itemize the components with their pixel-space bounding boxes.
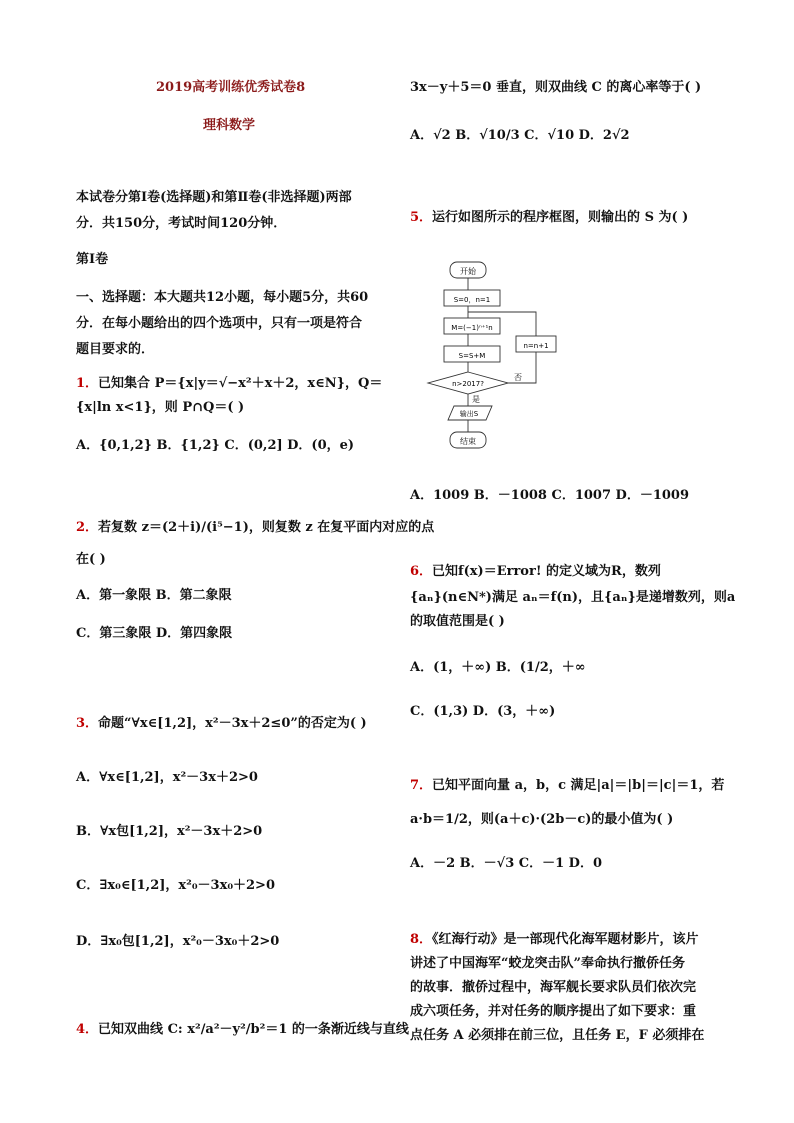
- question-8-line-2: 讲述了中国海军“蛟龙突击队”奉命执行撤侨任务: [410, 956, 685, 971]
- question-text: 《红海行动》是一部现代化海军题材影片，该片: [432, 932, 699, 947]
- question-7: [410, 776, 724, 796]
- question-7-options: A．－2 B．－√3 C．－1 D．0: [410, 856, 602, 871]
- question-6: [410, 562, 661, 582]
- question-5: [410, 208, 688, 228]
- section-line-3: 题目要求的．: [76, 342, 155, 357]
- question-8-line-3: 的故事．撤侨过程中，海军舰长要求队员们依次完: [410, 980, 697, 995]
- question-3-option-c: C．∃x₀∈[1,2]，x²₀－3x₀＋2>0: [76, 878, 275, 893]
- question-6-line-3: 的取值范围是( ): [410, 614, 505, 629]
- question-number: 7．: [410, 778, 433, 793]
- question-text: 运行如图所示的程序框图，则输出的 S 为( ): [432, 210, 689, 225]
- question-2-line-2: 在( ): [76, 552, 106, 567]
- question-number: 8．: [410, 932, 433, 947]
- question-2-option-line-1: A．第一象限 B．第二象限: [76, 588, 232, 603]
- question-2-option-line-2: C．第三象限 D．第四象限: [76, 626, 233, 641]
- question-8-line-5: 点任务 A 必须排在前三位，且任务 E，F 必须排在: [410, 1028, 705, 1043]
- question-number: 6．: [410, 564, 433, 579]
- flow-increment-label: n=n+1: [523, 342, 549, 350]
- question-6-line-2: {aₙ}(n∈N*)满足 aₙ＝f(n)，且{aₙ}是递增数列，则a: [410, 590, 736, 605]
- question-text: 若复数 z＝(2＋i)/(i⁵−1)，则复数 z 在复平面内对应的点: [98, 520, 435, 535]
- question-number: 5．: [410, 210, 433, 225]
- program-flowchart: [420, 256, 560, 456]
- flow-start-label: 开始: [460, 267, 476, 276]
- question-4-options: A．√2 B．√10/3 C．√10 D．2√2: [410, 128, 630, 143]
- flow-init-label: S=0，n=1: [453, 296, 491, 304]
- flow-end-label: 结束: [460, 437, 476, 446]
- section-line-1: 一、选择题：本大题共12小题，每小题5分，共60: [76, 290, 369, 305]
- question-text: 命题“∀x∈[1,2]，x²－3x＋2≤0”的否定为( ): [98, 716, 367, 731]
- flow-no-label: 否: [514, 373, 522, 382]
- question-4-line-2: 3x－y＋5＝0 垂直，则双曲线 C 的离心率等于( ): [410, 80, 702, 95]
- flow-sum-label: S=S+M: [458, 352, 486, 360]
- question-1-options: A．{0,1,2} B．{1,2} C．(0,2] D．(0，e): [76, 438, 355, 453]
- question-text: 已知f(x)＝Error! 的定义域为R，数列: [432, 564, 661, 579]
- flow-condition-label: n>2017?: [452, 380, 484, 388]
- question-6-option-line-1: A．(1，＋∞) B．(1/2，＋∞: [410, 660, 586, 675]
- question-7-line-2: a·b＝1/2，则(a＋c)·(2b－c)的最小值为( ): [410, 812, 674, 827]
- question-3-option-b: B．∀x包[1,2]，x²－3x＋2>0: [76, 824, 263, 839]
- question-text: 已知双曲线 C: x²/a²－y²/b²＝1 的一条渐近线与直线: [98, 1022, 409, 1037]
- question-8: [410, 930, 699, 950]
- question-1: [76, 374, 382, 394]
- section-line-2: 分．在每小题给出的四个选项中，只有一项是符合: [76, 316, 363, 331]
- question-6-option-line-2: C．(1,3) D．(3，＋∞): [410, 704, 556, 719]
- question-number: 4．: [76, 1022, 99, 1037]
- part-heading: 第Ⅰ卷: [76, 252, 109, 267]
- question-8-line-4: 成六项任务，并对任务的顺序提出了如下要求：重: [410, 1004, 697, 1019]
- exam-title: 2019高考训练优秀试卷8: [156, 80, 306, 95]
- flow-yes-label: 是: [472, 395, 480, 404]
- question-number: 1．: [76, 376, 99, 391]
- question-2: [76, 518, 434, 538]
- exam-subtitle: 理科数学: [203, 118, 256, 133]
- question-5-options: A．1009 B．－1008 C．1007 D．－1009: [410, 488, 689, 503]
- flow-output-label: 输出S: [459, 410, 479, 418]
- question-3-option-a: A．∀x∈[1,2]，x²－3x＋2>0: [76, 770, 258, 785]
- question-number: 3．: [76, 716, 99, 731]
- question-number: 2．: [76, 520, 99, 535]
- intro-line-1: 本试卷分第Ⅰ卷(选择题)和第Ⅱ卷(非选择题)两部: [76, 190, 352, 205]
- question-text: 已知平面向量 a，b，c 满足|a|＝|b|＝|c|＝1，若: [432, 778, 725, 793]
- question-3-option-d: D．∃x₀包[1,2]，x²₀－3x₀＋2>0: [76, 934, 280, 949]
- flow-assign-label: M=(−1)ⁿ⁺¹n: [451, 324, 493, 332]
- intro-line-2: 分．共150分，考试时间120分钟．: [76, 216, 287, 231]
- question-1-line-2: {x|ln x<1}，则 P∩Q＝( ): [76, 400, 245, 415]
- question-4: [76, 1020, 409, 1040]
- question-3: [76, 714, 367, 734]
- question-text: 已知集合 P＝{x|y＝√−x²＋x＋2，x∈N}，Q＝: [98, 376, 383, 391]
